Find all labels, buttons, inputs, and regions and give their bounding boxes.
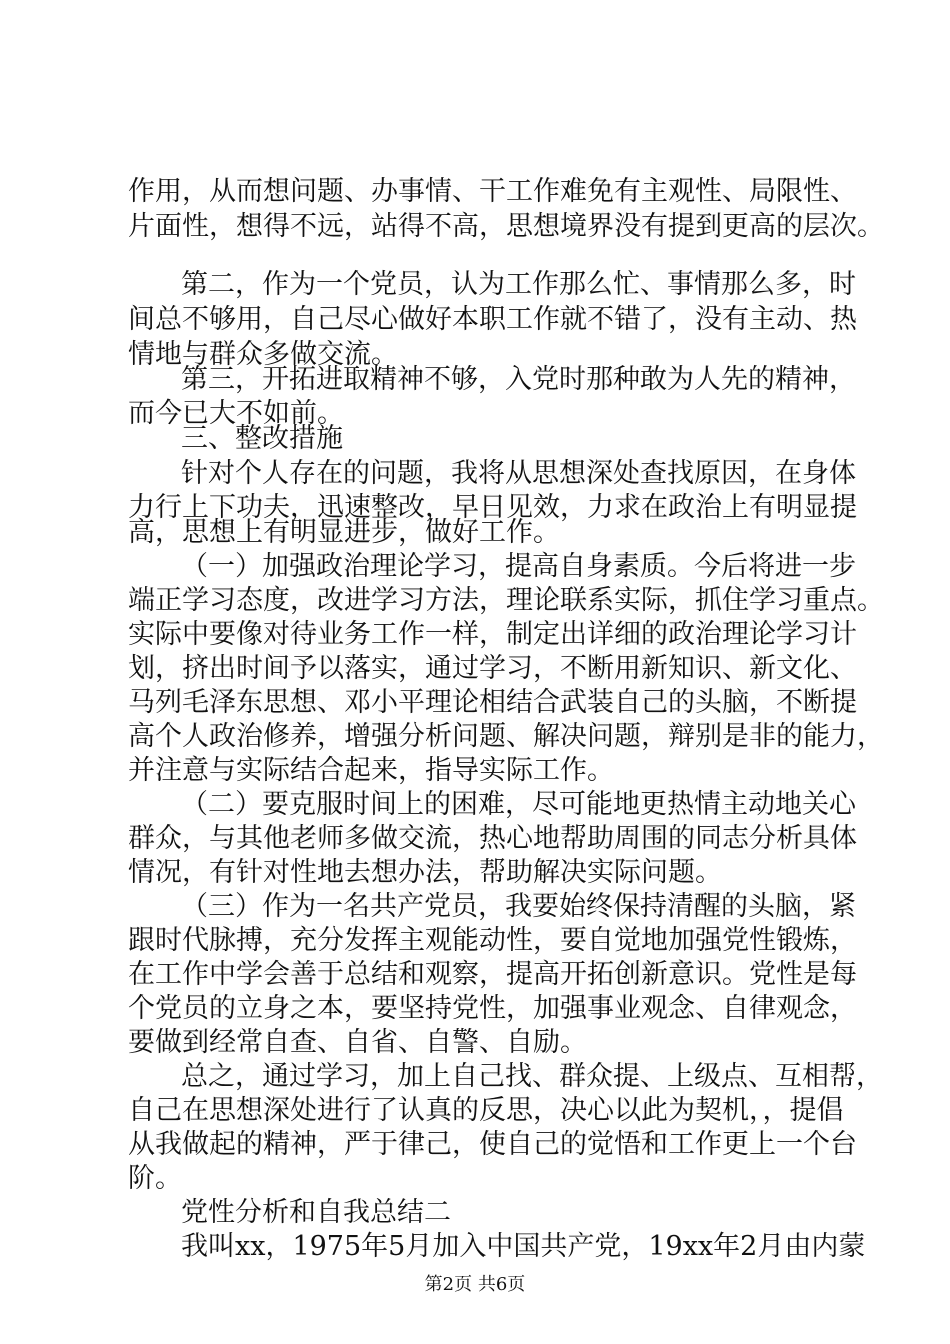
text-line: 实际中要像对待业务工作一样，制定出详细的政治理论学习计	[128, 619, 857, 650]
text-line: 作用，从而想问题、办事情、干工作难免有主观性、局限性、	[128, 176, 857, 207]
section-heading: 三、整改措施	[181, 423, 343, 454]
text-line: 针对个人存在的问题，我将从思想深处查找原因，在身体	[181, 458, 856, 489]
text-line: 在工作中学会善于总结和观察，提高开拓创新意识。党性是每	[128, 959, 857, 990]
text-line: 间总不够用，自己尽心做好本职工作就不错了，没有主动、热	[128, 304, 857, 335]
text-line: 阶。	[128, 1163, 182, 1194]
text-line: 群众，与其他老师多做交流，热心地帮助周围的同志分析具体	[128, 823, 857, 854]
text-line: 个党员的立身之本，要坚持党性，加强事业观念、自律观念，	[128, 993, 857, 1024]
text-line: 我叫xx，1975年5月加入中国共产党，19xx年2月由内蒙	[181, 1231, 866, 1262]
text-line: 片面性，想得不远，站得不高，思想境界没有提到更高的层次。	[128, 211, 884, 242]
text-line: 马列毛泽东思想、邓小平理论相结合武装自己的头脑，不断提	[128, 687, 857, 718]
text-line: 第二，作为一个党员，认为工作那么忙、事情那么多，时	[181, 269, 856, 300]
text-line: 划，挤出时间予以落实，通过学习，不断用新知识、新文化、	[128, 653, 857, 684]
text-line: 从我做起的精神，严于律己，使自己的觉悟和工作更上一个台	[128, 1129, 857, 1160]
text-line: （三）作为一名共产党员，我要始终保持清醒的头脑，紧	[181, 891, 856, 922]
section-heading: 党性分析和自我总结二	[181, 1197, 451, 1228]
text-line: （二）要克服时间上的困难，尽可能地更热情主动地关心	[181, 789, 856, 820]
text-line: 第三，开拓进取精神不够，入党时那种敢为人先的精神，	[181, 364, 856, 395]
text-line: 情况，有针对性地去想办法，帮助解决实际问题。	[128, 857, 722, 888]
text-line: 而今已大不如前。	[128, 398, 344, 429]
text-line: 端正学习态度，改进学习方法，理论联系实际，抓住学习重点。	[128, 585, 884, 616]
text-line: 高，思想上有明显进步，做好工作。	[128, 517, 560, 548]
text-line: （一）加强政治理论学习，提高自身素质。今后将进一步	[181, 551, 856, 582]
text-line: 自己在思想深处进行了认真的反思，决心以此为契机，，提倡	[128, 1095, 844, 1126]
text-line: 并注意与实际结合起来，指导实际工作。	[128, 755, 614, 786]
page-footer: 第2页 共6页	[424, 1274, 526, 1295]
text-line: 总之，通过学习，加上自己找、群众提、上级点、互相帮，	[181, 1061, 883, 1092]
text-line: 要做到经常自查、自省、自警、自励。	[128, 1027, 587, 1058]
text-line: 高个人政治修养，增强分析问题、解决问题，辩别是非的能力，	[128, 721, 884, 752]
text-line: 跟时代脉搏，充分发挥主观能动性，要自觉地加强党性锻炼，	[128, 925, 857, 956]
text-line: 情地与群众多做交流。	[128, 339, 398, 370]
text-line: 力行上下功夫，迅速整改，早日见效，力求在政治上有明显提	[128, 492, 857, 523]
